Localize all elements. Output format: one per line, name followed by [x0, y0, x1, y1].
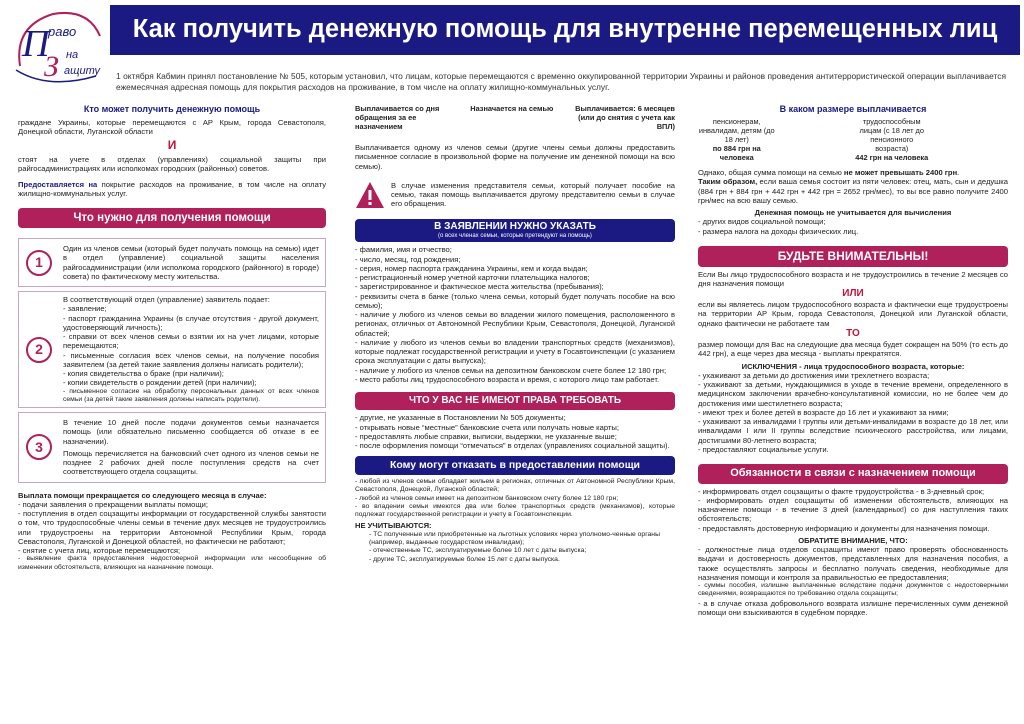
who-text: граждане Украины, которые перемещаются с АР Крым, города Севастополя, Донецкой области, Луганской области — [18, 117, 326, 137]
list-item: - должностные лица отделов соцзащиты имеют право проверять обоснованность выдачи и достоверность документов, представленных для назначения пособия, а также осуществлять запросы и бесплатно получать сведения, необходимые для назначения помощи и контроля за правильностью ее предоставления; — [698, 545, 1008, 582]
who-title: Кто может получить денежную помощь — [83, 104, 261, 114]
list-item: - наличие у любого из членов семьи на депозитном банковском счете более 12 180 грн; — [355, 365, 667, 375]
step-text — [59, 413, 325, 482]
amount-label: пенсионерам, инвалидам, детям (до 18 лет) — [698, 116, 775, 145]
list-item: - ухаживают за детьми, нуждающимися в уходе в течение времени, определенного в медицинском заключении врачебно-консультативной комиссии, но не более чем до достижения ими шестилетнего возраста; — [698, 380, 1008, 408]
list-item: - после оформления помощи “отмечаться” в отделах (управлениях социальной защиты). — [355, 441, 670, 451]
total-text: Однако, общая сумма помощи на семью не может превышать 2400 грн. — [698, 168, 960, 178]
attention-text-3: размер помощи для Вас на следующие два месяца будет сокращен на 50% (то есть до 442 грн), а еще через два месяца - выплаты прекратятся. — [698, 340, 1008, 359]
step-text — [59, 292, 325, 407]
exceptions-list — [698, 371, 1008, 454]
list-item: - реквизиты счета в банке (только члена семьи, который будет получать пособие на всю семью); — [355, 291, 675, 310]
amount-workers — [853, 117, 1008, 162]
step-3 — [18, 412, 326, 483]
list-item: - предоставлять достоверную информацию и документы для назначения помощи. — [698, 523, 990, 533]
list-item: - серия, номер паспорта гражданина Украины, кем и когда выдан; — [355, 263, 588, 273]
logo-letter-p: П — [22, 23, 50, 65]
provided-text — [18, 180, 326, 199]
logo-word-1: раво — [48, 24, 77, 39]
exceptions-title: ИСКЛЮЧЕНИЯ - лица трудоспособного возраста, которые: — [741, 361, 965, 371]
step-number: 1 — [19, 239, 59, 286]
notcount-list — [355, 531, 675, 564]
step-text-part: Помощь перечисляется на банковский счет одного из членов семьи не позднее 2 рабочих дней после поступления средств на счет соответствующего отдела соцзащиты. — [63, 448, 319, 477]
column-middle — [355, 104, 675, 564]
list-item: - предоставлять любые справки, выписки, выдержки, не указанные выше; — [355, 431, 617, 441]
note-list — [698, 545, 1008, 617]
list-item: - другие, не указанные в Постановлении № 505 документы; — [355, 413, 566, 423]
duties-title: Обязанности в связи с назначением помощи — [698, 464, 1008, 483]
noright-list — [355, 413, 675, 450]
list-item: - информировать отдел соцзащиты об изменении обстоятельств, влияющих на назначение помощи - в течение 3 дней (календарных!) со дня наступления таких обстоятельств; — [698, 495, 1008, 524]
warning-icon — [355, 181, 385, 209]
step-2 — [18, 291, 326, 408]
and-label: И — [167, 138, 177, 153]
apply-title-box — [355, 219, 675, 243]
amount-value: по 884 грн на человека — [712, 144, 761, 163]
notconsider-list — [698, 217, 1008, 236]
refuse-list — [355, 478, 675, 519]
refuse-title-box — [355, 456, 675, 475]
notcount-title: НЕ УЧИТЫВАЮТСЯ: — [355, 521, 432, 531]
list-item: - выявление факта предоставления недостоверной информации или несообщение об изменении обстоятельств, влияющих на назначение помощи. — [18, 555, 326, 571]
list-item: - наличие у любого из членов семьи во владении транспортных средств (механизмов), которые подлежат государственной регистрации и учету в Госавтоинспекции (с указанием срока эксплуатации с даты выпуска); — [355, 337, 675, 366]
duties-list — [698, 487, 1008, 533]
list-item: - отечественные ТС, эксплуатируемые более 10 лет с даты выпуска; — [369, 547, 587, 555]
amounts — [698, 117, 1008, 162]
list-item: - паспорт гражданина Украины (в случае отсутствия - другой документ, удостоверяющий личность); — [63, 313, 319, 332]
term-duration: Выплачивается: 6 месяцев (или до снятия с учета как ВПЛ) — [575, 104, 675, 132]
list-item: - письменное согласие на обработку персональных данных от всех членов семьи (за детей такие заявления должны написать родители). — [63, 387, 319, 403]
payment-terms — [355, 104, 675, 131]
list-item: - наличие у любого из членов семьи во владении жилого помещения, расположенного в регионах, отличных от Автономной Республики Крым, Севастополя, Донецкой, Луганской областей; — [355, 310, 675, 338]
list-item: - снятие с учета лиц, которые перемещаются; — [18, 546, 181, 556]
logo-word-2: на — [66, 49, 79, 61]
list-item: - информировать отдел соцзащиты о факте трудоустройства - в 3-дневный срок; — [698, 486, 985, 496]
list-item: - фамилия, имя и отчество; — [355, 245, 452, 255]
noright-title: ЧТО У ВАС НЕ ИМЕЮТ ПРАВА ТРЕБОВАТЬ — [355, 392, 675, 410]
list-item: - открывать новые “местные” банковские счета или получать новые карты; — [355, 422, 619, 432]
list-item: - письменные согласия всех членов семьи, на получение пособия заявителем (за детей такие заявления должны написать родители); — [63, 350, 319, 369]
list-item: - во владении семьи имеются два или более транспортных средств (механизмов), которые подлежат государственной регистрации и учету в Госавтоинспекции. — [355, 502, 675, 519]
list-item: - ухаживают за детьми до достижения ими трехлетнего возраста; — [698, 370, 930, 380]
list-item: - копия свидетельства о браке (при наличии); — [63, 369, 224, 379]
apply-title: В ЗАЯВЛЕНИИ НУЖНО УКАЗАТЬ — [434, 220, 596, 232]
step-number: 2 — [19, 292, 59, 407]
list-item: - число, месяц, год рождения; — [355, 254, 461, 264]
list-item: - а в случае отказа добровольного возврата излишне перечисленных сумм денежной помощи они взыскиваются в судебном порядке. — [698, 598, 1008, 617]
page-title: Как получить денежную помощь для внутренне перемещенных лиц — [110, 5, 1020, 55]
intro-text: 1 октября Кабмин принял постановление № 505, которым установил, что лицам, которые перемещаются с временно оккупированной территории Украины и районов проведения антитеррористической операции выплачивается ежемесячная адресная помощь для покрытия расходов на проживание, в том числе на оплату жилищно-коммунальных услуг. — [116, 71, 1006, 92]
list-item: - копии свидетельств о рождении детей (при наличии); — [63, 378, 257, 388]
logo — [8, 6, 108, 92]
stop-title: Выплата помощи прекращается со следующего месяца в случае: — [18, 490, 267, 500]
list-item: - поступления в отдел соцзащиты информации от государственной службы занятости о том, что трудоспособные члены семьи в течение двух месяцев не трудоустроились или трудоустроены на территории Автономной Республики Крым, города Севастополя, Луганской и Донецкой областей, но фактически не работают; — [18, 509, 326, 546]
step-1 — [18, 238, 326, 287]
list-item: - зарегистрированное и фактическое места жительства (пребывания); — [355, 282, 604, 292]
note-title: ОБРАТИТЕ ВНИМАНИЕ, ЧТО: — [798, 535, 908, 545]
list-item: - другие ТС, эксплуатируемые более 15 лет с даты выпуска. — [369, 555, 560, 563]
provided-bold: Предоставляется на — [18, 179, 98, 189]
amount-pensioners — [698, 117, 853, 162]
step-text: Один из членов семьи (который будет получать помощь на семью) идет в отдел (управление) социальной защиты населения райгосадминистрации (или исполкома городского (районного) в городе) совета) по фактическому месту жительства. — [63, 244, 319, 281]
step-text-part: В течение 10 дней после подачи документов семьи назначается помощь (или обязательно письменно сообщается об отказе в ее назначении). — [63, 418, 319, 446]
list-item: - других видов социальной помощи; — [698, 217, 826, 227]
attention-text-1: Если Вы лицо трудоспособного возраста и не трудоустроились в течение 2 месяцев со дня назначения помощи — [698, 269, 1008, 288]
apply-list — [355, 245, 675, 384]
list-item: - справки от всех членов семьи о взятии их на учет лицами, которые перемещаются; — [63, 332, 319, 351]
term-from: Выплачивается со дня обращения за ее назначением — [355, 104, 440, 132]
column-left — [18, 104, 326, 572]
notconsider-title: Денежная помощь не учитывается для вычисления — [754, 208, 952, 218]
size-title: В каком размере выплачивается — [779, 104, 927, 114]
list-item: - заявление; — [63, 304, 107, 314]
amount-label: трудоспособным лицам (с 18 лет до пенсионного возраста) — [859, 116, 924, 154]
attention-title: БУДЬТЕ ВНИМАТЕЛЬНЫ! — [698, 246, 1008, 267]
term-family: Назначается на семью — [470, 104, 554, 113]
warning-block — [355, 181, 675, 209]
attention-text-2: если вы являетесь лицом трудоспособного возраста и фактически еще трудоустроены на территории АР Крым, города Севастополя, Донецкой или Луганской области, однако фактически не работаете там — [698, 300, 1008, 328]
list-item: - ТС полученные или приобретенные на льготных условиях через уполномо-ченные органы (например, выданные государством инвалидам); — [369, 530, 660, 547]
refuse-title: Кому могут отказать в предоставлении помощи — [389, 459, 641, 472]
stop-list — [18, 500, 326, 572]
list-item: - подачи заявления о прекращении выплаты помощи; — [18, 499, 208, 509]
step-intro: В соответствующий отдел (управление) заявитель подает: — [63, 295, 270, 305]
list-item: - регистрационный номер учетной карточки плательщика налогов; — [355, 273, 590, 283]
example-text: Таким образом, если ваша семья состоит из пяти человек: отец, мать, сын и дедушка (884 грн + 884 грн + 442 грн + 442 грн = 2652 грн/мес), то вы все равно получите 2400 грн/мес на всю вашу семью. — [698, 177, 1008, 205]
provided-rest: покрытие расходов на проживание, в том числе на оплату жилищно-коммунальных услуг. — [18, 179, 326, 198]
list-item: - предоставляют социальные услуги. — [698, 444, 829, 454]
who-text-2: стоят на учете в отделах (управлениях) социальной защиты при райгосадминистрациях или исполкомах городских (районных) советов. — [18, 155, 326, 174]
step-number: 3 — [19, 413, 59, 482]
list-item: - ухаживают за инвалидами I группы или детьми-инвалидами в возрасте до 18 лет, или инвалидами I или II группы вследствие психического расстройства, или лицами, достигшими 80-летнего возраста; — [698, 417, 1008, 445]
then-label: ТО — [846, 327, 860, 339]
warning-text: В случае изменения представителя семьи, который получает пособие на семью, такая помощь выплачивается другому представителю семьи в случае его обращения. — [391, 180, 675, 209]
apply-subtitle: (о всех членах семьи, которые претендуют на помощь) — [438, 233, 592, 240]
list-item: - любой из членов семьи обладает жильем в регионах, отличных от Автономной Республики Крым, Севастополя, Донецкой, Луганской областей; — [355, 478, 675, 494]
logo-letter-z: З — [44, 50, 59, 83]
list-item: - имеют трех и более детей в возрасте до 16 лет и ухаживают за ними; — [698, 407, 949, 417]
amount-value: 442 грн на человека — [855, 153, 929, 163]
need-title: Что нужно для получения помощи — [18, 208, 326, 228]
logo-word-3: ащиту — [64, 65, 101, 77]
pay-text: Выплачивается одному из членов семьи (другие члены семьи должны предоставить письменное согласие в произвольной форме на получение им денежной помощи на всю семью). — [355, 143, 675, 171]
list-item: - любой из членов семьи имеет на депозитном банковском счету более 12 180 грн; — [355, 494, 619, 502]
list-item: - место работы лиц трудоспособного возраста и время, с которого лицо там работает. — [355, 374, 660, 384]
list-item: - суммы пособия, излишне выплаченные вследствие подачи документов с недостоверными сведениями, возвращаются по требованию отдела соцзащиты; — [698, 582, 1008, 598]
column-right — [698, 104, 1008, 617]
or-label: ИЛИ — [842, 288, 864, 299]
list-item: - размера налога на доходы физических лиц. — [698, 226, 859, 236]
